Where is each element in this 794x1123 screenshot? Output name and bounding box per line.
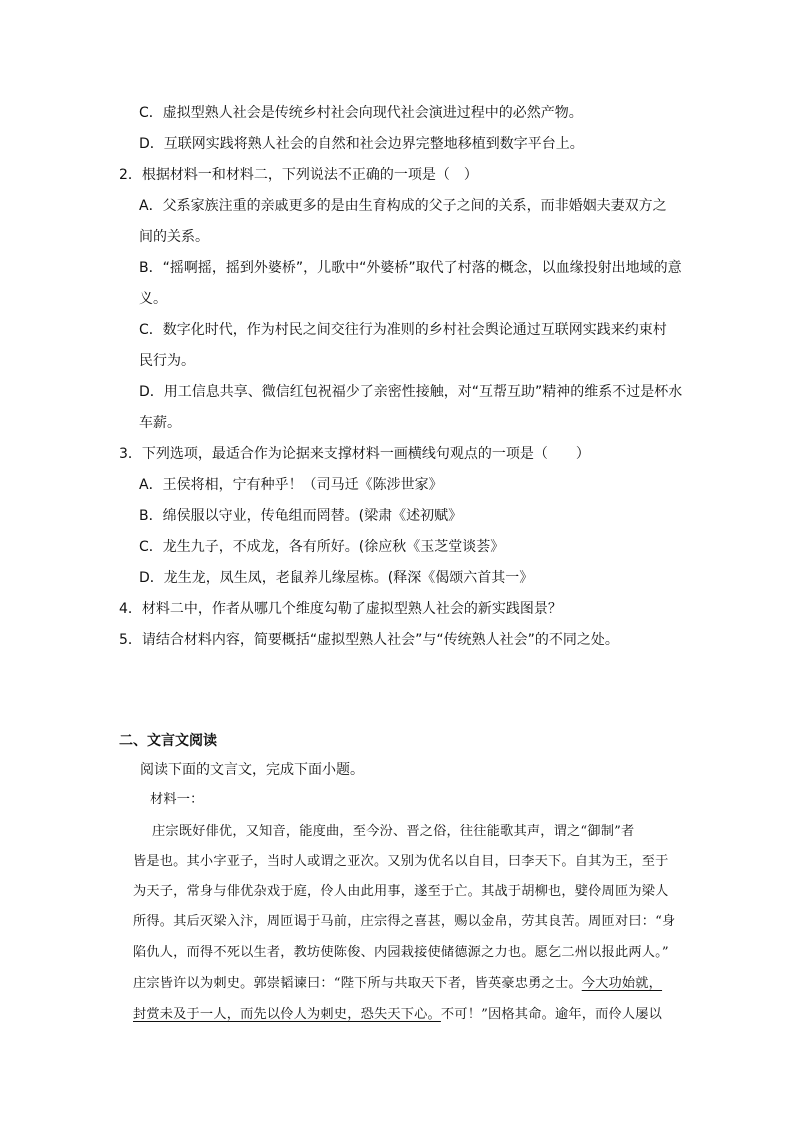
passage-line: 所得。其后灭梁入汴，周匝谒于马前，庄宗得之喜甚，赐以金帛，劳其良苦。周匝对曰：“身 (133, 914, 676, 929)
passage-line-text: 庄宗皆许以为刺史。郭崇韬谏曰：“陛下所与共取天下者，皆英豪忠勇之士。 (133, 976, 582, 991)
underlined-sentence-part1: 今大功始就， (581, 976, 663, 991)
passage-line (133, 974, 662, 994)
q3-option-b: B．绵侯服以守业，传龟组而罔替。(梁肃《述初赋》 (139, 508, 463, 524)
q3-option-a: A．王侯将相，宁有种乎！（司马迁《陈涉世家》 (139, 477, 443, 493)
passage-line-text: 不可！”因格其命。逾年，而伶人屡以 (440, 1007, 663, 1022)
q2-option-a-line1: A．父系家族注重的亲戚更多的是由生育构成的父子之间的关系，而非婚姻夫妻双方之 (139, 198, 667, 214)
passage-line: 为天子，常身与俳优杂戏于庭，伶人由此用事，遂至于亡。其战于胡柳也，嬖伶周匝为梁人 (133, 884, 669, 899)
q2-option-b-line1: B．“摇啊摇，摇到外婆桥”，儿歌中“外婆桥”取代了村落的概念，以血缘投射出地域的意 (139, 260, 682, 276)
q3-option-c: C．龙生九子，不成龙，各有所好。(徐应秋《玉芝堂谈荟》 (139, 539, 505, 555)
passage-line: 皆是也。其小字亚子，当时人或谓之亚次。又别为优名以自目，曰李天下。自其为王，至于 (133, 854, 669, 869)
q1-option-d: D．互联网实践将熟人社会的自然和社会边界完整地移植到数字平台上。 (139, 136, 584, 152)
q2-option-d-line1: D．用工信息共享、微信红包祝福少了亲密性接触，对“互帮互助”精神的维系不过是杯水 (139, 384, 683, 400)
section-heading: 二、文言文阅读 (119, 733, 217, 749)
q5-stem: 5．请结合材料内容，简要概括“虚拟型熟人社会”与“传统熟人社会”的不同之处。 (119, 632, 619, 648)
q2-option-c-line1: C．数字化时代，作为村民之间交往行为准则的乡村社会舆论通过互联网实践来约束村 (139, 322, 667, 338)
passage-line (133, 1005, 662, 1025)
material-label: 材料一： (150, 792, 204, 807)
q2-option-c-line2: 民行为。 (139, 353, 195, 369)
q2-stem: 2．根据材料一和材料二，下列说法不正确的一项是（ ） (119, 167, 478, 183)
passage-line: 陷仇人，而得不死以生者，教坊使陈俊、内园栽接使储德源之力也。愿乞二州以报此两人。” (133, 945, 669, 960)
q3-option-d: D．龙生龙，凤生凤，老鼠养儿缘屋栋。(释深《偈颂六首其一》 (139, 570, 534, 586)
q2-option-a-line2: 间的关系。 (139, 229, 209, 245)
q1-option-c: C．虚拟型熟人社会是传统乡村社会向现代社会演进过程中的必然产物。 (139, 105, 583, 121)
q2-option-b-line2: 义。 (139, 291, 167, 307)
passage-line: 庄宗既好俳优，又知音，能度曲，至今汾、晋之俗，往往能歌其声，谓之“御制”者 (152, 824, 635, 839)
section-instruction: 阅读下面的文言文，完成下面小题。 (140, 762, 364, 778)
q4-stem: 4．材料二中，作者从哪几个维度勾勒了虚拟型熟人社会的新实践图景？ (119, 601, 562, 617)
q2-option-d-line2: 车薪。 (139, 415, 181, 431)
underlined-sentence-part2: 封赏未及于一人，而先以伶人为刺史，恐失天下心。 (133, 1007, 441, 1022)
q3-stem: 3．下列选项，最适合作为论据来支撑材料一画横线句观点的一项是（ ） (119, 446, 590, 462)
